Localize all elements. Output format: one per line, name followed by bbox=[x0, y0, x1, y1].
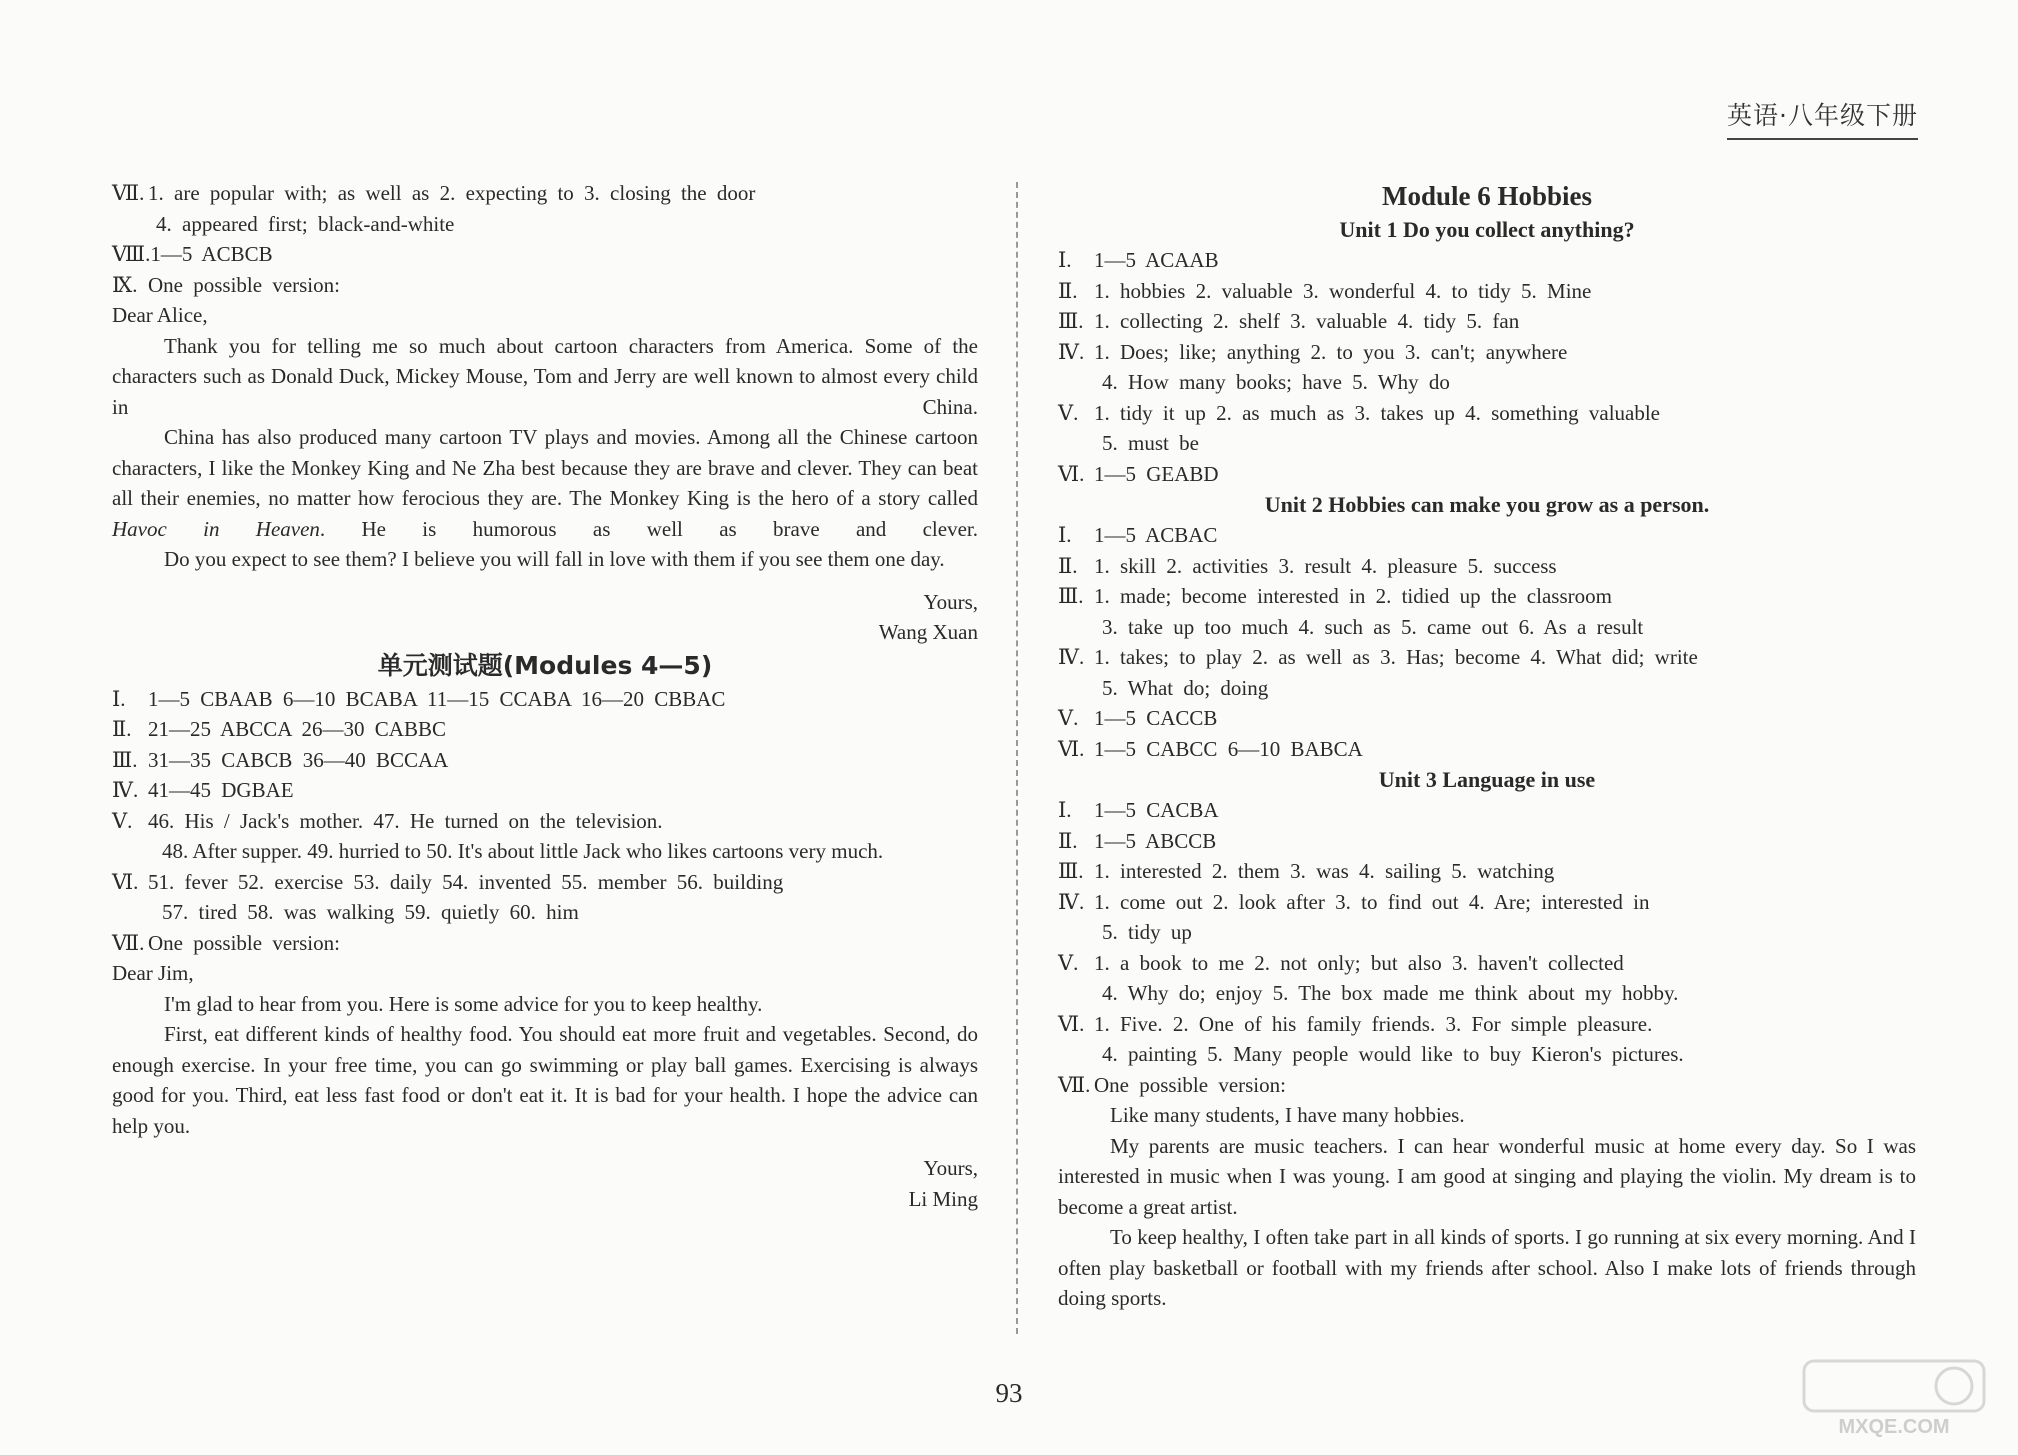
paragraph-text: . He is humorous as well as brave and clever. bbox=[319, 516, 978, 541]
answer-line bbox=[1058, 337, 1916, 368]
answer-line: 57. tired 58. was walking 59. quietly 60. him bbox=[162, 900, 579, 924]
section-number: Ⅰ. bbox=[1058, 798, 1072, 822]
section-number: Ⅴ. bbox=[1058, 950, 1079, 975]
unit-2-title: Unit 2 Hobbies can make you grow as a person. bbox=[1264, 492, 1710, 517]
answer-line bbox=[1058, 459, 1916, 490]
answer-line bbox=[1058, 581, 1916, 612]
answer-text: 1—5 CACBA bbox=[1094, 798, 1219, 822]
answer-line bbox=[1058, 948, 1916, 979]
answer-line bbox=[1058, 428, 1916, 459]
section-number: Ⅱ. bbox=[1058, 828, 1078, 853]
answer-line bbox=[1058, 917, 1916, 948]
answer-text: 1—5 CBAAB 6—10 BCABA 11—15 CCABA 16—20 CBBAC bbox=[148, 686, 726, 711]
section-number: Ⅳ. bbox=[1058, 339, 1085, 364]
answer-line bbox=[1058, 276, 1916, 307]
letter-signature: Wang Xuan bbox=[878, 620, 978, 644]
paragraph: Like many students, I have many hobbies. bbox=[1110, 1103, 1465, 1127]
letter-closing: Yours, bbox=[923, 1156, 978, 1180]
unit-test-title: 单元测试题(Modules 4—5) bbox=[377, 650, 713, 680]
answer-text: 1. interested 2. them 3. was 4. sailing 5. watching bbox=[1094, 859, 1555, 883]
section-number: Ⅶ. bbox=[112, 181, 145, 205]
answer-text: 41—45 DGBAE bbox=[148, 778, 294, 802]
section-number: Ⅱ. bbox=[1058, 278, 1078, 303]
section-number: Ⅴ. bbox=[112, 808, 133, 833]
paragraph: To keep healthy, I often take part in all kinds of sports. I go running at six every morning. And I often play basketball or football with my friends after school. Also I make lots of friends through doing sports. bbox=[1058, 1225, 1916, 1310]
answer-text: One possible version: bbox=[148, 930, 340, 955]
unit-3-answers bbox=[1058, 795, 1916, 1100]
section-number: Ⅵ. bbox=[1058, 736, 1085, 761]
answer-line bbox=[112, 714, 978, 745]
answer-line bbox=[1058, 1039, 1916, 1070]
answer-text: 1—5 CACCB bbox=[1094, 706, 1218, 730]
answer-line bbox=[112, 775, 978, 806]
story-title: Havoc in Heaven bbox=[112, 516, 320, 541]
answer-line bbox=[1058, 612, 1916, 643]
section-number: Ⅰ. bbox=[112, 686, 126, 711]
answer-line bbox=[112, 684, 978, 715]
paragraph: Thank you for telling me so much about cartoon characters from America. Some of the characters such as Donald Duck, Mickey Mouse, Tom and Jerry are well known to almost every child in China. bbox=[112, 333, 978, 419]
paragraph: First, eat different kinds of healthy food. You should eat more fruit and vegetables. Second, do enough exercise. In your free time, you can go swimming or play ball games. Exercising is always good for you. Third, eat less fast food or don't eat it. It is bad for your health. I hope the advice can help you. bbox=[112, 1022, 978, 1138]
section-number: Ⅰ. bbox=[1058, 523, 1072, 547]
section-number: Ⅸ. bbox=[112, 272, 138, 297]
salutation: Dear Alice, bbox=[112, 303, 208, 327]
salutation: Dear Jim, bbox=[112, 961, 194, 985]
watermark-logo bbox=[1794, 1355, 1994, 1441]
answer-text: 4. How many books; have 5. Why do bbox=[1102, 370, 1450, 394]
answer-text: 51. fever 52. exercise 53. daily 54. invented 55. member 56. building bbox=[148, 869, 784, 894]
section-number: Ⅳ. bbox=[1058, 889, 1085, 914]
answer-text: 31—35 CABCB 36—40 BCCAA bbox=[148, 747, 449, 772]
letter-dear-jim bbox=[112, 958, 978, 1214]
right-column bbox=[1058, 178, 1916, 1314]
section-number: Ⅵ. bbox=[1058, 461, 1085, 486]
unit-test-answers bbox=[112, 684, 978, 837]
section-number: Ⅶ. bbox=[1058, 1072, 1091, 1097]
answer-text: 1. made; become interested in 2. tidied up the classroom bbox=[1094, 584, 1612, 608]
answer-line bbox=[1058, 551, 1916, 582]
section-number: Ⅶ. bbox=[112, 930, 145, 955]
letter-closing: Yours, bbox=[923, 589, 978, 614]
answer-line bbox=[112, 178, 978, 209]
answer-line bbox=[112, 209, 978, 240]
section-number: Ⅰ. bbox=[1058, 248, 1072, 272]
answer-text: 1. a book to me 2. not only; but also 3. haven't collected bbox=[1094, 950, 1624, 975]
section-number: Ⅱ. bbox=[112, 717, 132, 741]
paragraph: My parents are music teachers. I can hear wonderful music at home every day. So I was interested in music when I was young. I am good at singing and playing the violin. My dream is to become a great artist. bbox=[1058, 1133, 1916, 1219]
watermark-text: MXQE.COM bbox=[1838, 1416, 1950, 1438]
section-number: Ⅲ. bbox=[112, 747, 138, 772]
answer-line bbox=[1058, 398, 1916, 429]
answer-line: 48. After supper. 49. hurried to 50. It's about little Jack who likes cartoons very much. bbox=[162, 839, 884, 863]
answer-text: 1. Does; like; anything 2. to you 3. can't; anywhere bbox=[1094, 339, 1568, 364]
answer-line bbox=[112, 745, 978, 776]
answer-line bbox=[1058, 367, 1916, 398]
paragraph-text: China has also produced many cartoon TV plays and movies. Among all the Chinese cartoon characters, I like the Monkey King and Ne Zha best because they are brave and clever. They can beat all their enemies, no matter how ferocious they are. The Monkey King is the hero of a story called bbox=[112, 425, 978, 510]
section-number: Ⅳ. bbox=[1058, 645, 1085, 669]
answer-line bbox=[1058, 978, 1916, 1009]
answer-text: 1. collecting 2. shelf 3. valuable 4. tidy 5. fan bbox=[1094, 309, 1520, 333]
answer-line bbox=[1058, 826, 1916, 857]
answers-section-vii-ix bbox=[112, 178, 978, 300]
answer-line bbox=[1058, 520, 1916, 551]
section-number: Ⅲ. bbox=[1058, 309, 1084, 333]
answer-line bbox=[112, 806, 978, 837]
section-number: Ⅴ. bbox=[1058, 400, 1079, 425]
essay bbox=[1058, 1100, 1916, 1314]
answer-line bbox=[1058, 673, 1916, 704]
left-column bbox=[112, 178, 978, 1214]
answer-line bbox=[1058, 642, 1916, 673]
column-divider bbox=[1016, 182, 1018, 1334]
answer-line bbox=[1058, 795, 1916, 826]
answer-text: 1. hobbies 2. valuable 3. wonderful 4. to tidy 5. Mine bbox=[1094, 278, 1592, 303]
paragraph bbox=[112, 422, 978, 544]
section-number: Ⅵ. bbox=[1058, 1011, 1085, 1036]
answer-text: 1. skill 2. activities 3. result 4. pleasure 5. success bbox=[1094, 553, 1557, 578]
unit-1-title: Unit 1 Do you collect anything? bbox=[1339, 217, 1635, 242]
unit-1-answers bbox=[1058, 245, 1916, 489]
answer-text: 1. takes; to play 2. as well as 3. Has; become 4. What did; write bbox=[1094, 645, 1698, 669]
answer-text: One possible version: bbox=[1094, 1072, 1286, 1097]
answer-line bbox=[1058, 703, 1916, 734]
answer-text: 1. are popular with; as well as 2. expecting to 3. closing the door bbox=[148, 181, 756, 205]
section-number: Ⅵ. bbox=[112, 869, 139, 894]
answer-line bbox=[1058, 1009, 1916, 1040]
answer-line bbox=[112, 867, 978, 898]
answer-text: 5. tidy up bbox=[1102, 920, 1192, 944]
letter-dear-alice bbox=[112, 300, 978, 648]
answer-text: 1. come out 2. look after 3. to find out 4. Are; interested in bbox=[1094, 889, 1650, 914]
answer-line bbox=[1058, 306, 1916, 337]
answer-line bbox=[1058, 1070, 1916, 1101]
answer-line bbox=[1058, 887, 1916, 918]
answer-line bbox=[1058, 245, 1916, 276]
paragraph: Do you expect to see them? I believe you will fall in love with them if you see them one day. bbox=[164, 547, 945, 571]
answer-text: 1—5 ACBAC bbox=[1094, 523, 1218, 547]
section-number: Ⅲ. bbox=[1058, 859, 1084, 883]
answer-text: One possible version: bbox=[148, 272, 340, 297]
answer-text: 1—5 ABCCB bbox=[1094, 828, 1217, 853]
unit-3-title: Unit 3 Language in use bbox=[1378, 767, 1596, 792]
answer-line bbox=[112, 270, 978, 301]
section-number: Ⅷ. bbox=[112, 242, 151, 266]
answer-line bbox=[112, 928, 978, 959]
answer-text: 1. Five. 2. One of his family friends. 3. For simple pleasure. bbox=[1094, 1011, 1653, 1036]
answer-text: 5. What do; doing bbox=[1102, 675, 1269, 700]
page-header: 英语·八年级下册 bbox=[1727, 96, 1918, 140]
answer-text: 46. His / Jack's mother. 47. He turned on the television. bbox=[148, 808, 663, 833]
paragraph: I'm glad to hear from you. Here is some advice for you to keep healthy. bbox=[164, 991, 763, 1016]
answer-text: 5. must be bbox=[1102, 431, 1199, 455]
section-number: Ⅱ. bbox=[1058, 553, 1078, 578]
answer-text: 4. Why do; enjoy 5. The box made me think about my hobby. bbox=[1102, 981, 1679, 1005]
answer-text: 1—5 CABCC 6—10 BABCA bbox=[1094, 736, 1363, 761]
section-number: Ⅳ. bbox=[112, 778, 139, 802]
answer-line bbox=[1058, 856, 1916, 887]
section-number: Ⅴ. bbox=[1058, 706, 1079, 730]
answer-text: 21—25 ABCCA 26—30 CABBC bbox=[148, 717, 446, 741]
answer-text: 1—5 ACBCB bbox=[150, 242, 273, 266]
answer-line bbox=[1058, 734, 1916, 765]
answer-line bbox=[112, 239, 978, 270]
page-number: 93 bbox=[995, 1378, 1023, 1408]
section-number: Ⅲ. bbox=[1058, 584, 1084, 608]
answer-text: 4. painting 5. Many people would like to buy Kieron's pictures. bbox=[1102, 1042, 1684, 1066]
answer-text: 3. take up too much 4. such as 5. came out 6. As a result bbox=[1102, 614, 1644, 639]
letter-signature: Li Ming bbox=[908, 1186, 978, 1211]
answer-text: 4. appeared first; black-and-white bbox=[156, 211, 455, 236]
answer-text: 1. tidy it up 2. as much as 3. takes up 4. something valuable bbox=[1094, 400, 1661, 425]
module-title: Module 6 Hobbies bbox=[1381, 181, 1593, 211]
unit-2-answers bbox=[1058, 520, 1916, 764]
answer-text: 1—5 GEABD bbox=[1094, 461, 1219, 486]
answer-text: 1—5 ACAAB bbox=[1094, 248, 1219, 272]
